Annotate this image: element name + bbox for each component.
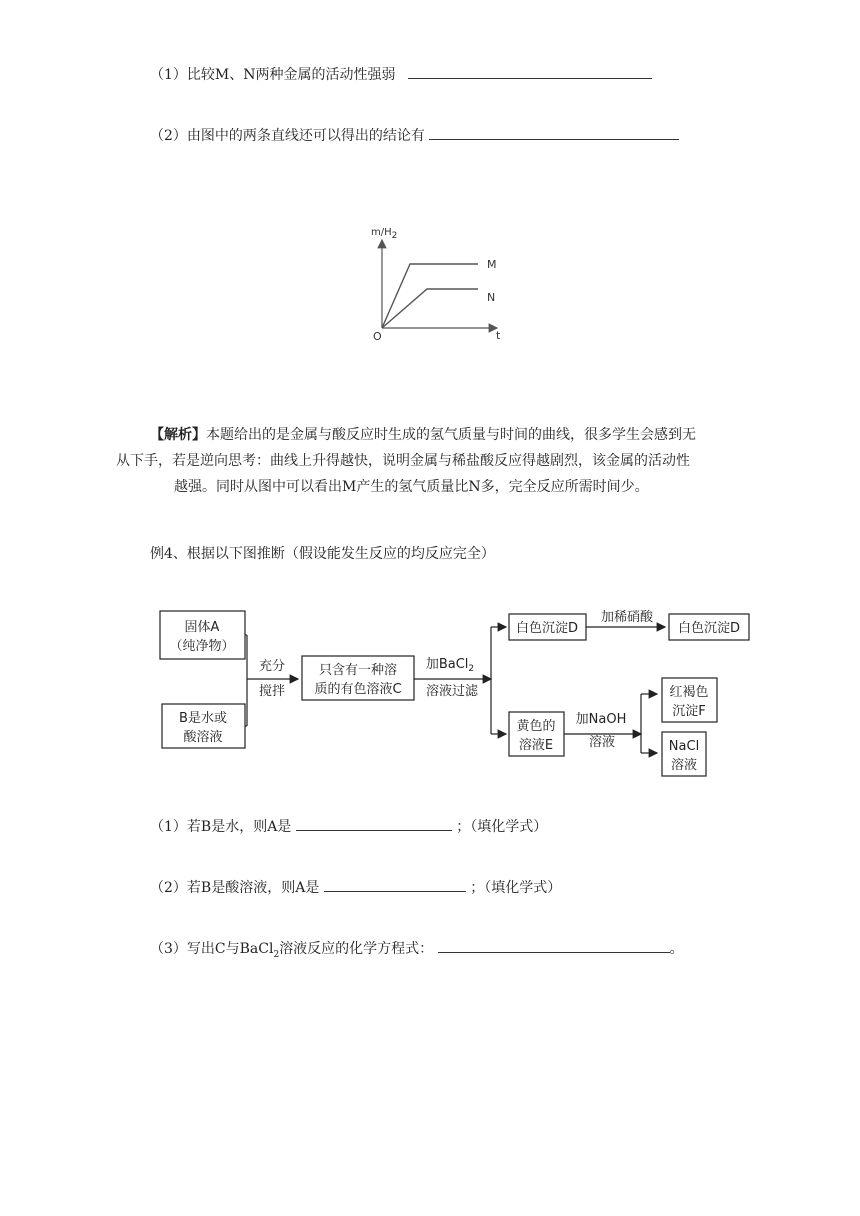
sub-question-3-subscript: 2 [273, 949, 280, 960]
answer-blank-sub-3[interactable] [438, 938, 670, 953]
sub-question-1-suffix: ；（填化学式） [456, 819, 548, 835]
label-naoh-solution: 溶液 [588, 735, 616, 750]
sub-question-2 [150, 877, 561, 898]
sub-question-3-prefix: （3）写出C与BaCl [150, 941, 274, 957]
reaction-flow-diagram [155, 600, 765, 785]
line-m-label: M [487, 258, 497, 271]
label-stir-2: 搅拌 [258, 684, 286, 699]
box-nacl-text-1: NaCl [668, 739, 700, 754]
sub-question-3-middle: 溶液反应的化学方程式： [279, 941, 434, 957]
answer-blank-1[interactable] [408, 64, 652, 79]
question-2-text: （2）由图中的两条直线还可以得出的结论有 [150, 128, 425, 144]
box-nacl-text-2: 溶液 [670, 758, 698, 773]
example-4-title: 例4、根据以下图推断（假设能发生反应的均反应完全） [150, 546, 495, 562]
analysis-line-1: 【解析】本题给出的是金属与酸反应时生成的氢气质量与时间的曲线，很多学生会感到无 [150, 427, 696, 443]
box-e-text-1: 黄色的 [516, 719, 556, 734]
label-add-dilute-nitric-acid: 加稀硝酸 [600, 610, 654, 625]
label-add-naoh: 加NaOH [575, 712, 627, 727]
x-axis-label: t [496, 329, 501, 342]
question-2 [150, 125, 679, 146]
line-n-label: N [487, 291, 496, 304]
box-d1-text: 白色沉淀D [515, 621, 579, 636]
label-solution-filter: 溶液过滤 [425, 684, 479, 699]
analysis-tag: 【解析】 [150, 427, 206, 443]
question-1-text: （1）比较M、N两种金属的活动性强弱 [150, 67, 396, 83]
box-c-text-2: 质的有色溶液C [314, 682, 402, 697]
answer-blank-sub-1[interactable] [296, 816, 452, 831]
question-1 [150, 64, 652, 85]
box-b-text-2: 酸溶液 [183, 730, 223, 745]
sub-question-3 [150, 938, 684, 965]
sub-question-2-prefix: （2）若B是酸溶液，则A是 [150, 880, 320, 896]
box-c-text-1: 只含有一种溶 [318, 663, 398, 678]
answer-blank-2[interactable] [429, 125, 679, 140]
box-a-text-2: （纯净物） [169, 639, 235, 654]
box-b-text-1: B是水或 [179, 711, 227, 726]
box-d2-text: 白色沉淀D [677, 621, 741, 636]
sub-question-1 [150, 816, 547, 837]
hydrogen-mass-graph [365, 218, 545, 358]
sub-question-1-prefix: （1）若B是水，则A是 [150, 819, 292, 835]
box-f-text-2: 沉淀F [672, 704, 706, 719]
sub-question-2-suffix: ；（填化学式） [470, 880, 562, 896]
y-axis-label: m/H2 [371, 227, 398, 241]
answer-blank-sub-2[interactable] [324, 877, 466, 892]
origin-label: O [373, 330, 382, 343]
analysis-line-2: 从下手，若是逆向思考：曲线上升得越快，说明金属与稀盐酸反应得越剧烈，该金属的活动性 [116, 453, 690, 469]
analysis-paragraph [116, 422, 750, 500]
box-a-text-1: 固体A [184, 620, 220, 635]
label-stir-1: 充分 [258, 659, 286, 674]
label-add-bacl2: 加BaCl$_2$ [425, 657, 475, 674]
box-f-text-1: 红褐色 [669, 685, 709, 700]
analysis-line-3: 越强。同时从图中可以看出M产生的氢气质量比N多，完全反应所需时间少。 [174, 479, 649, 495]
line-m [382, 264, 478, 328]
box-e-text-2: 溶液E [518, 738, 554, 753]
sub-question-3-suffix: 。 [669, 941, 684, 957]
